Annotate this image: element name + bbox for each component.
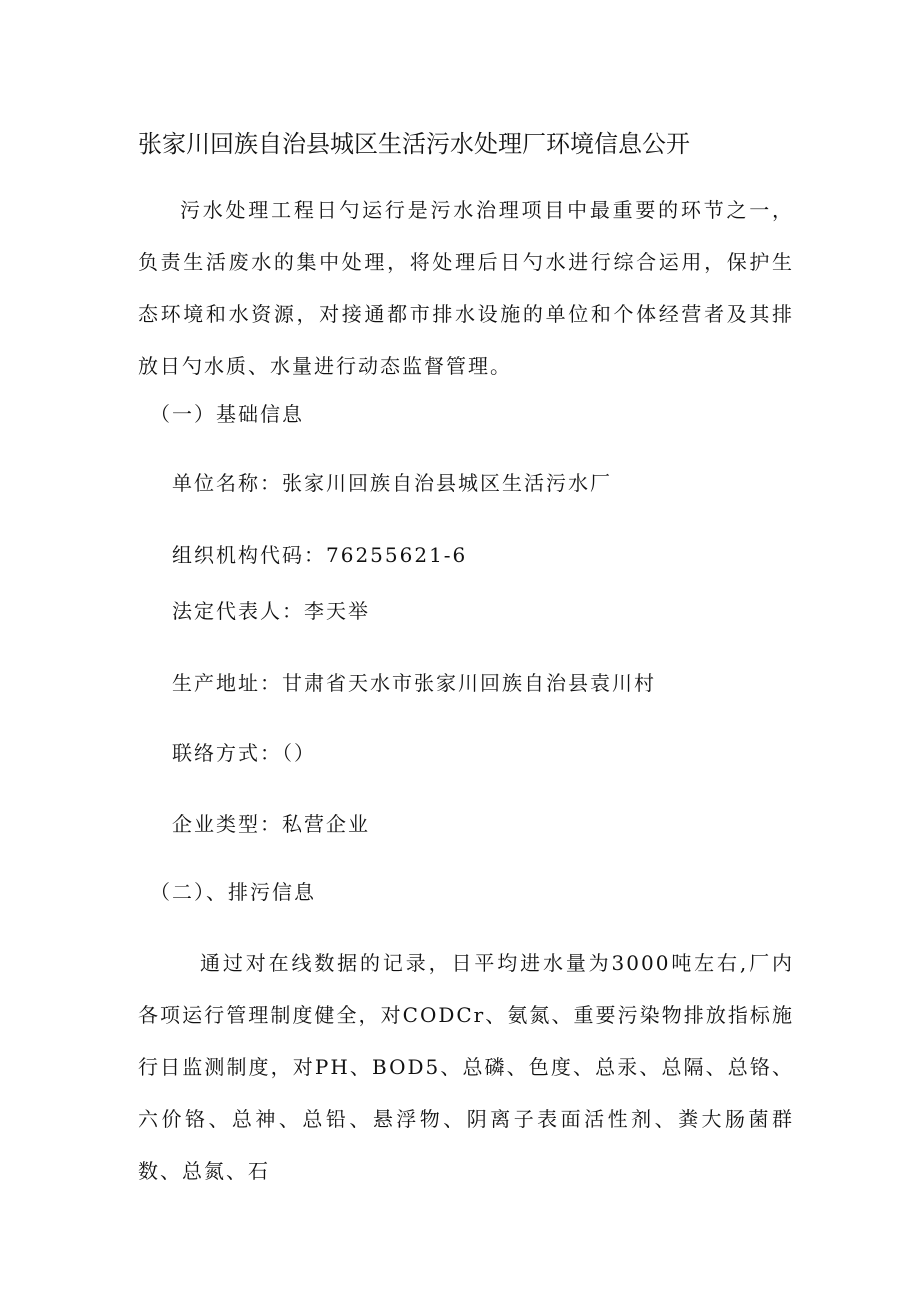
field-production-address	[172, 663, 656, 703]
field-value: 私营企业	[282, 812, 370, 836]
field-organization-code	[172, 535, 467, 575]
field-label: 组织机构代码：	[172, 543, 326, 567]
field-contact	[172, 733, 316, 773]
section-heading-basic-info: （一）基础信息	[150, 402, 304, 426]
field-enterprise-type	[172, 804, 370, 844]
field-label: 生产地址：	[172, 671, 282, 695]
intro-paragraph: 污水处理工程日勺运行是污水治理项目中最重要的环节之一，负责生活废水的集中处理，将处理后日勺水进行综合运用，保护生态环境和水资源，对接通都市排水设施的单位和个体经营者及其排放日勺水质、水量进行动态监督管理。	[138, 198, 794, 378]
field-value: 张家川回族自治县城区生活污水厂	[282, 471, 612, 495]
field-unit-name	[172, 463, 612, 503]
field-label: 企业类型：	[172, 812, 282, 836]
field-value: （）	[282, 741, 316, 765]
field-value: 甘肃省天水市张家川回族自治县袁川村	[282, 671, 656, 695]
field-label: 联络方式：	[172, 741, 282, 765]
field-value: 李天举	[304, 599, 370, 623]
section-heading-discharge-info: （二）、排污信息	[150, 880, 316, 904]
document-title: 张家川回族自治县城区生活污水处理厂环境信息公开	[138, 130, 690, 158]
field-label: 法定代表人：	[172, 599, 304, 623]
field-label: 单位名称：	[172, 471, 282, 495]
field-legal-representative	[172, 591, 370, 631]
discharge-paragraph: 通过对在线数据的记录，日平均进水量为3000吨左右,厂内各项运行管理制度健全，对CODCr、氨氮、重要污染物排放指标施行日监测制度，对PH、BOD5、总磷、色度、总汞、总隔、总铬、六价铬、总神、总铅、悬浮物、阴离子表面活性剂、粪大肠菌群数、总氮、石	[138, 951, 794, 1183]
field-value: 76255621-6	[326, 543, 468, 567]
